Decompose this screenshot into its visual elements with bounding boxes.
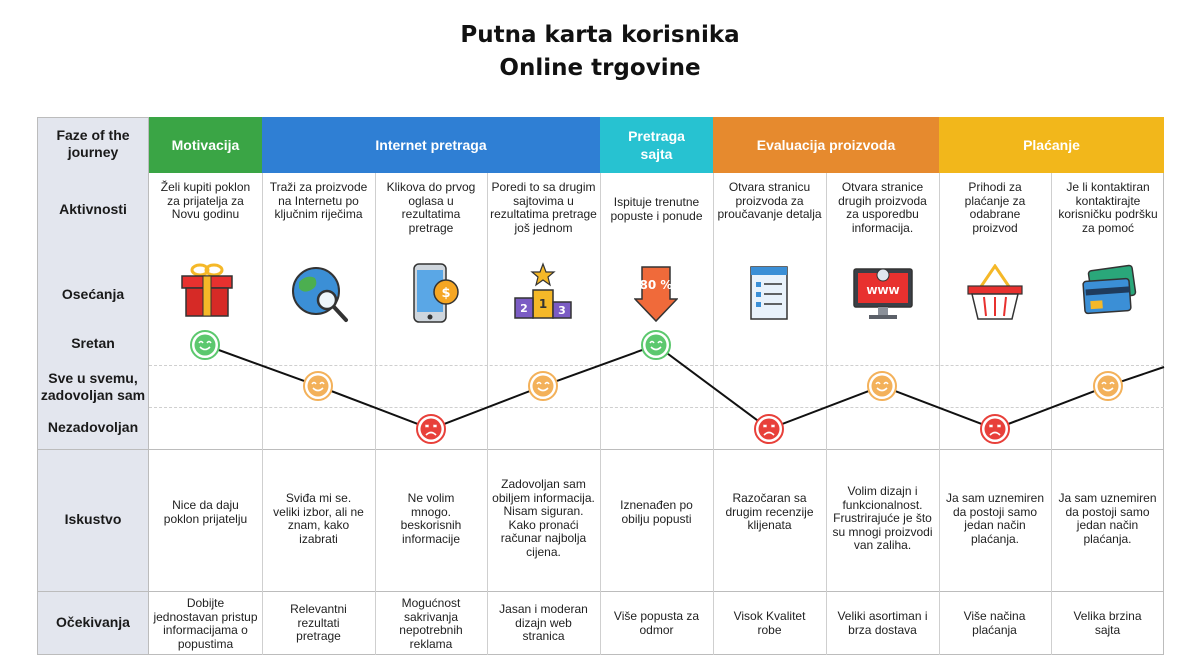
phase-motivacija: Motivacija xyxy=(149,117,262,173)
neutral-face-icon xyxy=(529,372,557,400)
title-line-2: Online trgovine xyxy=(499,55,701,81)
emotion-line xyxy=(205,345,1164,429)
row-label-experience: Iskustvo xyxy=(64,511,122,527)
activity-text: Želi kupiti poklon za prijatelja za Novu godinu xyxy=(160,180,251,221)
expectation-text: Više popusta za odmor xyxy=(613,609,700,637)
row-label-neutral: Sve u svemu, zadovoljan sam xyxy=(40,370,146,403)
expectation-text: Relevantni rezultati pretrage xyxy=(290,602,347,643)
activity-text: Otvara stranice drugih proizvoda za usporedbu informacija. xyxy=(838,180,927,235)
phase-internet-pretraga: Internet pretraga xyxy=(262,117,600,173)
row-label-expectations: Očekivanja xyxy=(56,614,130,630)
row-label-happy: Sretan xyxy=(71,335,115,351)
activity-text: Prihodi za plaćanje za odabrane proizvod xyxy=(964,180,1026,235)
activity-text: Ispituje trenutne popuste i ponude xyxy=(610,195,703,223)
experience-text: Volim dizajn i funkcionalnost. Frustrirajuće je što su mnogi proizvodi van zaliha. xyxy=(832,484,933,552)
activity-text: Otvara stranicu proizvoda za proučavanje detalja xyxy=(717,180,822,221)
happy-face-icon xyxy=(642,331,670,359)
experience-text: Iznenađen po obilju popusti xyxy=(620,498,693,526)
experience-text: Nice da daju poklon prijatelju xyxy=(163,498,248,526)
phase-placanje: Plaćanje xyxy=(939,117,1164,173)
monitor-label: WWW xyxy=(866,286,900,297)
svg-text:3: 3 xyxy=(558,304,566,317)
activity-text: Poredi to sa drugim sajtovima u rezultatima pretrage još jednom xyxy=(490,180,597,235)
expectation-text: Dobijte jednostavan pristup informacijama o popustima xyxy=(153,596,258,651)
happy-face-icon xyxy=(191,331,219,359)
experience-text: Razočaran sa drugim recenzije klijenata xyxy=(725,491,814,532)
row-label-feelings: Osećanja xyxy=(61,286,125,302)
experience-text: Ja sam uznemiren da postoji samo jedan način plaćanja. xyxy=(1058,491,1157,546)
phase-pretraga-sajta-label: Pretraga sajta xyxy=(628,128,685,162)
discount-label: 80 % xyxy=(639,278,673,292)
expectation-text: Jasan i moderan dizajn web stranica xyxy=(499,602,588,643)
experience-text: Ne volim mnogo. beskorisnih informacije xyxy=(400,491,462,546)
neutral-face-icon xyxy=(304,372,332,400)
experience-text: Sviđa mi se. veliki izbor, ali ne znam, kako izabrati xyxy=(273,491,364,546)
phase-evaluacija-proizvoda: Evaluacija proizvoda xyxy=(713,117,939,173)
row-label-unhappy: Nezadovoljan xyxy=(47,419,139,435)
activity-text: Je li kontaktiran kontaktirajte korisničku podršku za pomoć xyxy=(1058,180,1158,235)
unhappy-face-icon xyxy=(755,415,783,443)
svg-text:$: $ xyxy=(441,286,451,301)
title-line-1: Putna karta korisnika xyxy=(460,22,740,48)
neutral-face-icon xyxy=(1094,372,1122,400)
expectation-text: Velika brzina sajta xyxy=(1073,609,1142,637)
unhappy-face-icon xyxy=(981,415,1009,443)
experience-text: Ja sam uznemiren da postoji samo jedan način plaćanja. xyxy=(945,491,1045,546)
experience-text: Zadovoljan sam obiljem informacija. Nisam siguran. Kako pronaći računar najbolja cijena. xyxy=(492,477,595,559)
activity-text: Traži za proizvode na Internetu po ključnim riječima xyxy=(269,180,368,221)
expectation-text: Visok Kvalitet robe xyxy=(733,609,806,637)
row-label-activities: Aktivnosti xyxy=(59,201,127,217)
expectation-text: Mogućnost sakrivanja nepotrebnih reklama xyxy=(399,596,463,651)
activity-text: Klikova do prvog oglasa u rezultatima pretrage xyxy=(386,180,476,235)
row-label-phases: Faze of the journey xyxy=(56,127,130,160)
neutral-face-icon xyxy=(868,372,896,400)
svg-text:1: 1 xyxy=(538,297,548,311)
unhappy-face-icon xyxy=(417,415,445,443)
expectation-text: Više načina plaćanja xyxy=(963,609,1026,637)
svg-text:2: 2 xyxy=(520,302,528,315)
expectation-text: Veliki asortiman i brza dostava xyxy=(837,609,928,637)
